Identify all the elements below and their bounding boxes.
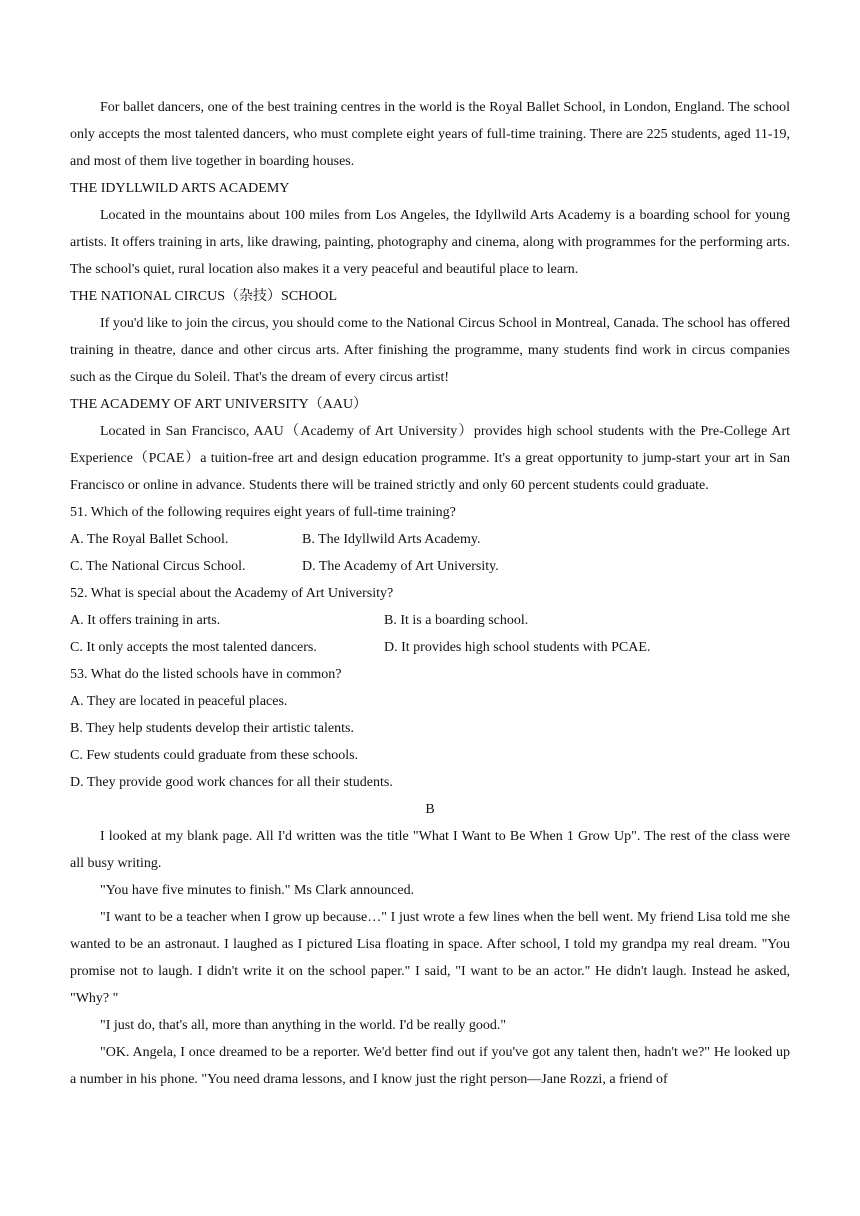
passage-b-paragraph-1: I looked at my blank page. All I'd written was the title "What I Want to Be When 1 Grow Up". The rest of the class were all busy writing. <box>70 829 790 871</box>
school-text-idyllwild: Located in the mountains about 100 miles from Los Angeles, the Idyllwild Arts Academy is a boarding school for young artists. It offers training in arts, like drawing, painting, photography and cinema, along with programmes for the performing arts. The school's quiet, rural location also makes it a very peaceful and beautiful place to learn. <box>70 208 790 277</box>
school-heading-idyllwild: THE IDYLLWILD ARTS ACADEMY <box>70 181 290 196</box>
question-53-stem: 53. What do the listed schools have in common? <box>70 667 342 682</box>
question-51-option-b: B. The Idyllwild Arts Academy. <box>302 532 481 547</box>
section-label-b: B <box>425 802 435 817</box>
question-52-option-b: B. It is a boarding school. <box>384 613 529 628</box>
passage-b-paragraph-2: "You have five minutes to finish." Ms Clark announced. <box>100 883 415 898</box>
question-52-option-a: A. It offers training in arts. <box>70 613 221 628</box>
passage-b-paragraph-3: "I want to be a teacher when I grow up because…" I just wrote a few lines when the bell went. My friend Lisa told me she wanted to be an astronaut. I laughed as I pictured Lisa floating in space. After school, I told my grandpa my real dream. "You promise not to laugh. I didn't write it on the school paper." I said, "I want to be an actor." He didn't laugh. Instead he asked, "Why? " <box>70 910 790 1006</box>
question-51-options-row-2 <box>70 553 790 580</box>
passage-b-paragraph-5: "OK. Angela, I once dreamed to be a reporter. We'd better find out if you've got any talent then, hadn't we?" He looked up a number in his phone. "You need drama lessons, and I know just the right person—Jane Rozzi, a friend of <box>70 1045 790 1087</box>
question-53-option-a: A. They are located in peaceful places. <box>70 694 288 709</box>
school-heading-aau: THE ACADEMY OF ART UNIVERSITY（AAU） <box>70 397 368 412</box>
question-51-stem: 51. Which of the following requires eight years of full-time training? <box>70 505 456 520</box>
question-51-option-a: A. The Royal Ballet School. <box>70 532 229 547</box>
question-52-options-row-2 <box>70 634 790 661</box>
school-heading-circus: THE NATIONAL CIRCUS（杂技）SCHOOL <box>70 289 338 304</box>
question-52-options-row-1 <box>70 607 790 634</box>
question-52-option-d: D. It provides high school students with PCAE. <box>384 640 651 655</box>
question-53-option-b: B. They help students develop their artistic talents. <box>70 721 354 736</box>
passage-b-paragraph-4: "I just do, that's all, more than anything in the world. I'd be really good." <box>100 1018 507 1033</box>
question-51-option-d: D. The Academy of Art University. <box>302 559 499 574</box>
question-52-stem: 52. What is special about the Academy of Art University? <box>70 586 394 601</box>
school-text-circus: If you'd like to join the circus, you should come to the National Circus School in Montreal, Canada. The school has offered training in theatre, dance and other circus arts. After finishing the programme, many students find work in circus companies such as the Cirque du Soleil. That's the dream of every circus artist! <box>70 316 790 385</box>
question-53-option-c: C. Few students could graduate from these schools. <box>70 748 359 763</box>
question-53-option-d: D. They provide good work chances for all their students. <box>70 775 393 790</box>
intro-paragraph: For ballet dancers, one of the best training centres in the world is the Royal Ballet School, in London, England. The school only accepts the most talented dancers, who must complete eight years of full-time training. There are 225 students, aged 11-19, and most of them live together in boarding houses. <box>70 100 790 169</box>
question-51-options-row-1 <box>70 526 790 553</box>
school-text-aau: Located in San Francisco, AAU（Academy of Art University）provides high school students with the Pre-College Art Experience（PCAE）a tuition-free art and design education programme. It's a great opportunity to jump-start your art in San Francisco or online in advance. Students there will be trained strictly and only 60 percent students could graduate. <box>70 424 790 493</box>
question-52-option-c: C. It only accepts the most talented dancers. <box>70 640 317 655</box>
question-51-option-c: C. The National Circus School. <box>70 559 246 574</box>
